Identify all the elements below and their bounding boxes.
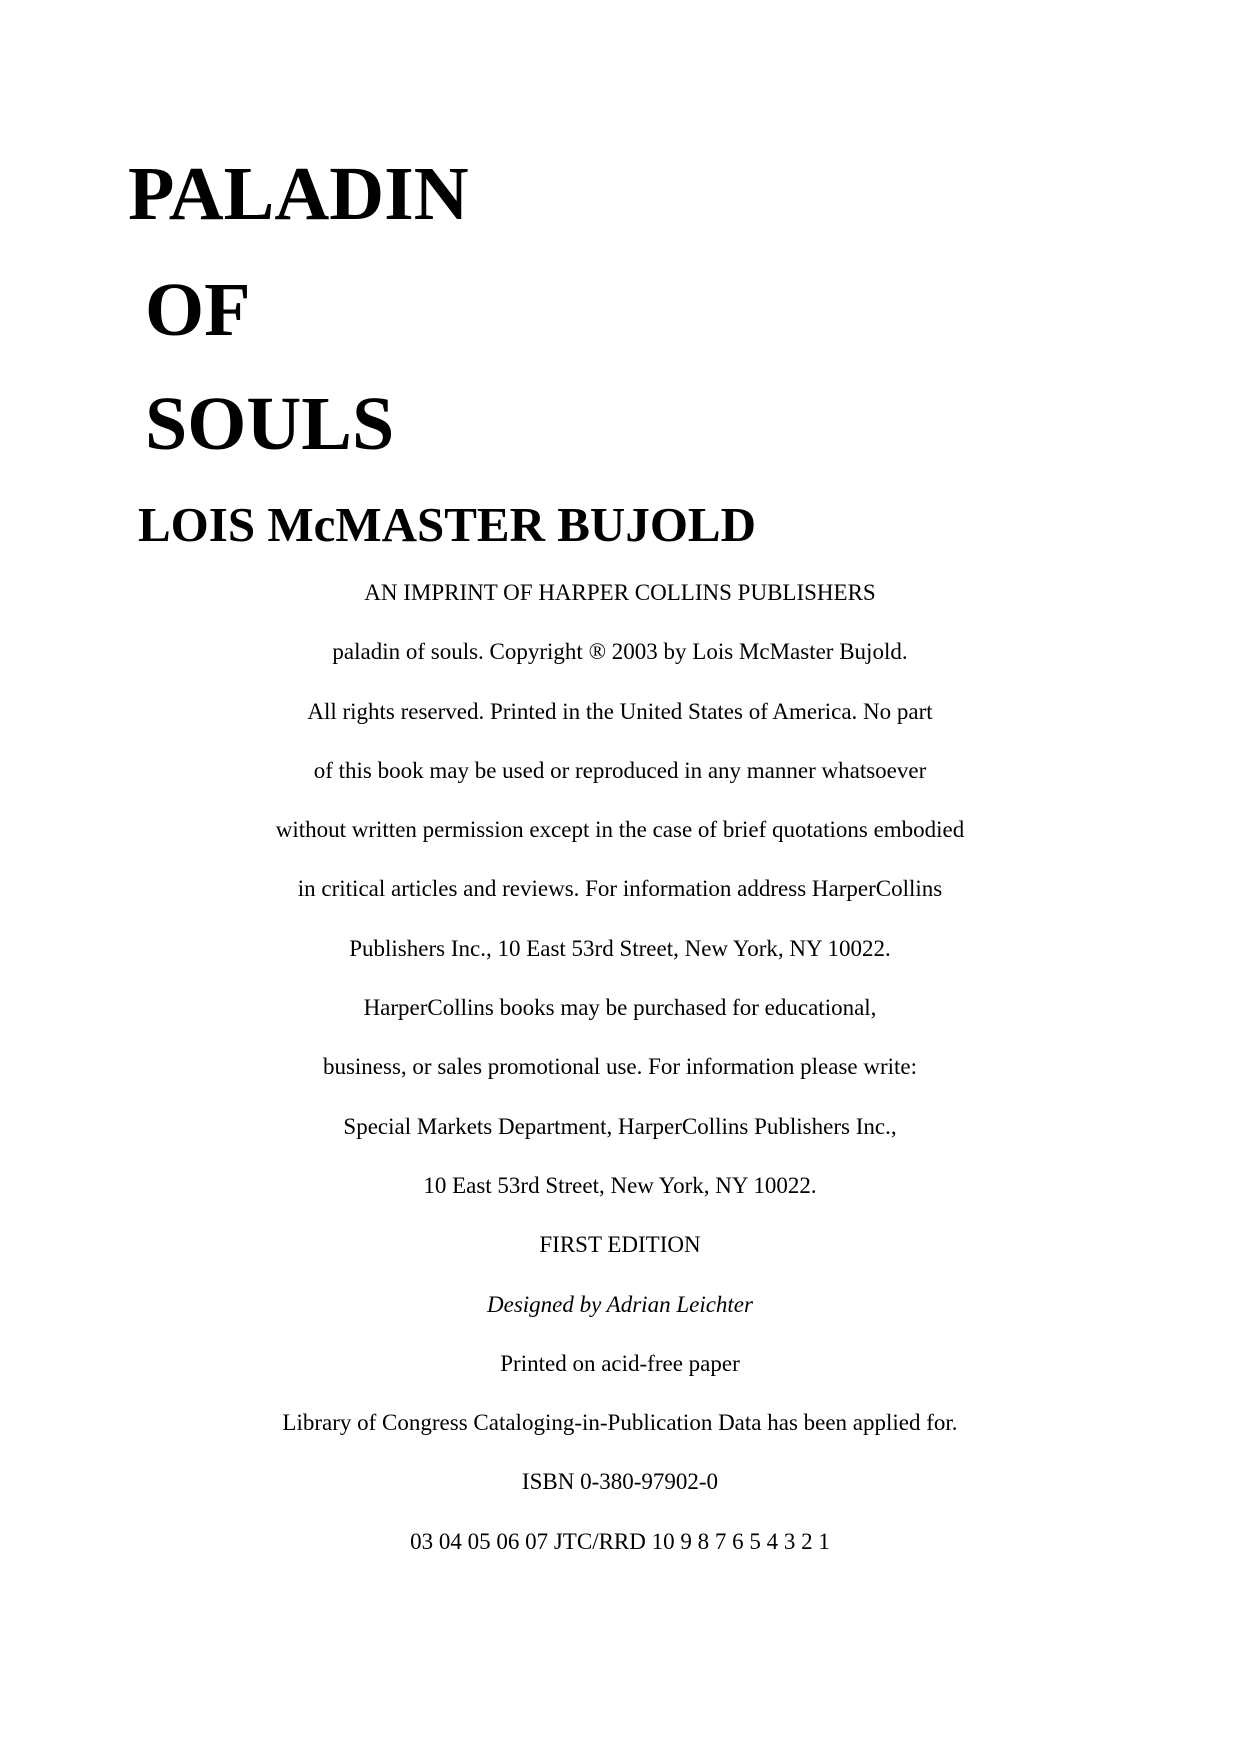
- special-sales-line: business, or sales promotional use. For information please write:: [322, 1054, 918, 1080]
- rights-line: in critical articles and reviews. For information address HarperCollins: [297, 876, 943, 902]
- book-title-line-3: SOULS: [145, 382, 395, 466]
- rights-line: without written permission except in the case of brief quotations embodied: [275, 817, 965, 843]
- book-title-line-1: PALADIN: [128, 152, 469, 236]
- special-sales-line: Special Markets Department, HarperCollins Publishers Inc.,: [343, 1113, 897, 1139]
- author-name: LOIS McMASTER BUJOLD: [138, 497, 757, 552]
- isbn-line: ISBN 0-380-97902-0: [521, 1469, 719, 1495]
- designer-credit: Designed by Adrian Leichter: [487, 1291, 753, 1317]
- imprint-line: AN IMPRINT OF HARPER COLLINS PUBLISHERS: [364, 580, 876, 605]
- special-sales-address-line: 10 East 53rd Street, New York, NY 10022.: [423, 1172, 817, 1198]
- book-title-line-2: OF: [145, 268, 251, 352]
- edition-line: FIRST EDITION: [539, 1232, 701, 1258]
- copyright-line: paladin of souls. Copyright ® 2003 by Lois McMaster Bujold.: [332, 639, 908, 665]
- printing-line: 03 04 05 06 07 JTC/RRD 10 9 8 7 6 5 4 3 2 1: [410, 1528, 830, 1554]
- special-sales-line: HarperCollins books may be purchased for educational,: [363, 995, 877, 1021]
- rights-line: of this book may be used or reproduced in any manner whatsoever: [313, 757, 927, 783]
- copyright-block: [0, 578, 1240, 1586]
- paper-note: Printed on acid-free paper: [500, 1350, 740, 1376]
- rights-line: All rights reserved. Printed in the United States of America. No part: [307, 698, 933, 724]
- publisher-address-line: Publishers Inc., 10 East 53rd Street, New York, NY 10022.: [349, 935, 891, 961]
- cip-note: Library of Congress Cataloging-in-Publication Data has been applied for.: [282, 1410, 958, 1436]
